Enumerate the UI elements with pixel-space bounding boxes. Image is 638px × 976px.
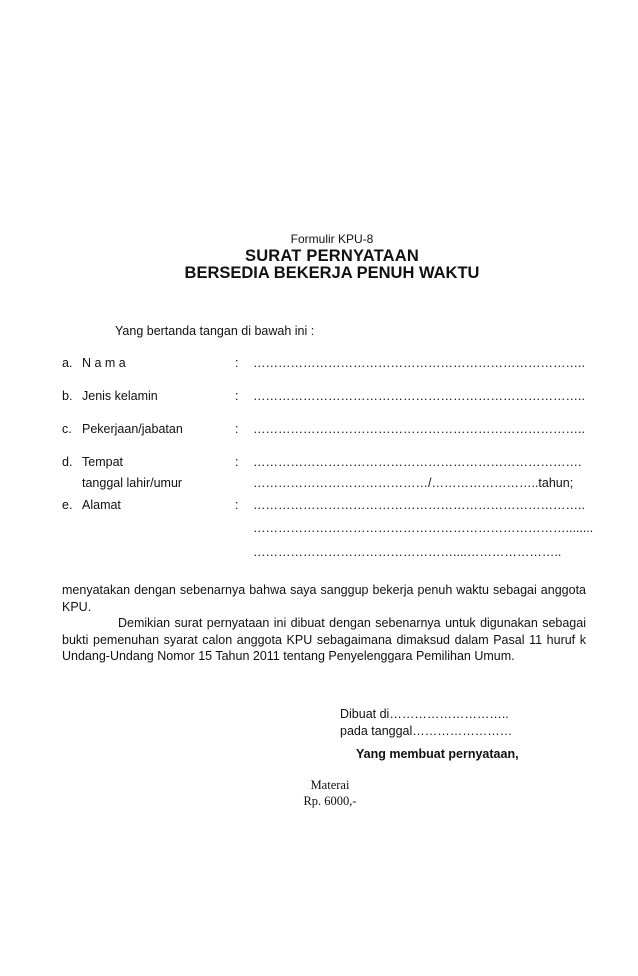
field-label-pekerjaan: Pekerjaan/jabatan	[82, 422, 183, 436]
field-label-tempat: Tempat	[82, 455, 123, 469]
field-blank-tanggal-lahir[interactable]: ……………………………………/……………………..tahun;	[253, 476, 574, 490]
field-letter: b.	[62, 389, 73, 403]
signature-date[interactable]: pada tanggal……………………	[340, 724, 513, 738]
field-label-nama: N a m a	[82, 356, 126, 370]
field-colon: :	[235, 455, 239, 469]
field-label-tanggal-lahir: tanggal lahir/umur	[82, 476, 183, 490]
field-letter: c.	[62, 422, 72, 436]
field-colon: :	[235, 356, 239, 370]
field-blank-alamat-line1[interactable]: ……………………………………………………………………..	[253, 498, 585, 512]
field-blank-alamat-line3[interactable]: …………………………………………....…………………..	[253, 545, 562, 559]
statement-paragraph: menyatakan dengan sebenarnya bahwa saya sanggup bekerja penuh waktu sebagai anggota KPU.	[62, 583, 586, 614]
field-blank-alamat-line2[interactable]: …………………………………………………………………........	[253, 521, 594, 535]
stamp-amount: Rp. 6000,-	[303, 794, 357, 808]
document-title: SURAT PERNYATAAN	[244, 247, 420, 265]
signature-title: Yang membuat pernyataan,	[356, 747, 519, 761]
field-blank-jenis-kelamin[interactable]: ……………………………………………………………………..	[253, 389, 585, 403]
field-colon: :	[235, 389, 239, 403]
field-blank-tempat[interactable]: …………………………………………………………………….	[253, 455, 582, 469]
field-colon: :	[235, 422, 239, 436]
closing-paragraph: Demikian surat pernyataan ini dibuat dengan sebenarnya untuk digunakan sebagai bukti pemenuhan syarat calon anggota KPU sebagaimana dimaksud dalam Pasal 11 huruf k Undang-Undang Nomor 15 Tahun 2011 tentang Penyelenggara Pemilihan Umum.	[62, 616, 586, 663]
signature-place[interactable]: Dibuat di………………………..	[340, 707, 509, 721]
intro-text: Yang bertanda tangan di bawah ini :	[115, 324, 315, 338]
field-label-jenis-kelamin: Jenis kelamin	[82, 389, 158, 403]
field-label-alamat: Alamat	[82, 498, 121, 512]
field-blank-nama[interactable]: ……………………………………………………………………..	[253, 356, 585, 370]
document-subtitle: BERSEDIA BEKERJA PENUH WAKTU	[184, 264, 480, 282]
form-code: Formulir KPU-8	[290, 232, 374, 246]
field-letter: a.	[62, 356, 73, 370]
field-letter: e.	[62, 498, 73, 512]
field-blank-pekerjaan[interactable]: ……………………………………………………………………..	[253, 422, 585, 436]
field-colon: :	[235, 498, 239, 512]
stamp-label: Materai	[310, 778, 350, 792]
field-letter: d.	[62, 455, 73, 469]
